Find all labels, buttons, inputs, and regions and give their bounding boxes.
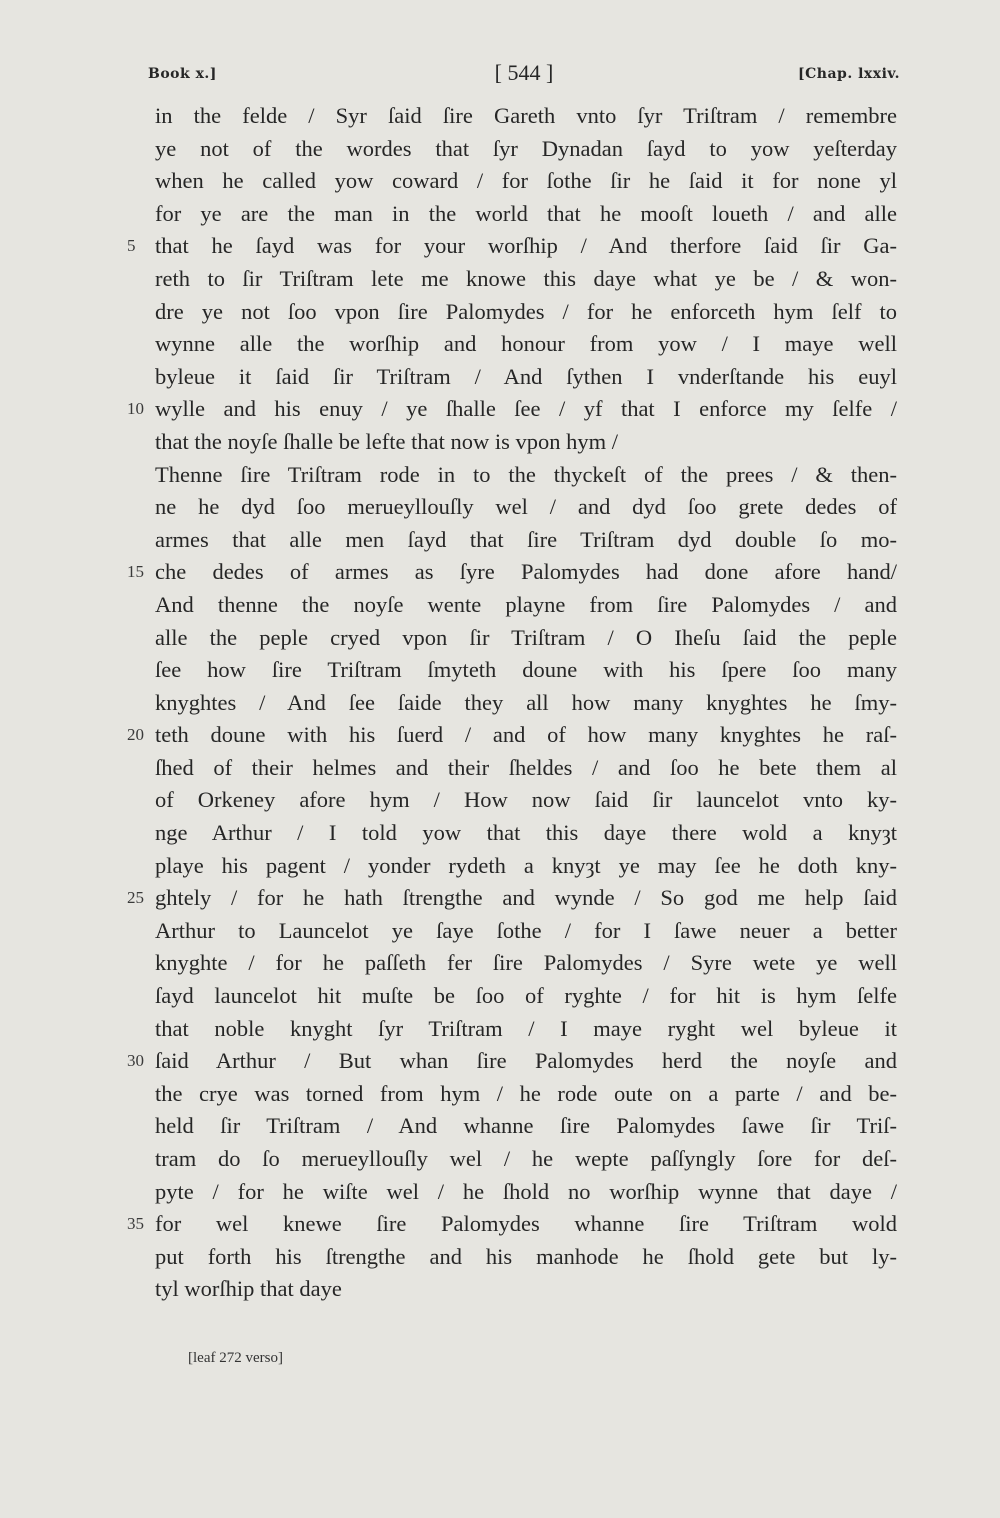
text-line: tyl worſhip that daye (155, 1276, 342, 1302)
leaf-reference: [leaf 272 verso] (188, 1350, 283, 1366)
text-line: 10 wylle and his enuy / ye ſhalle ſee / yf that I enforce my ſelfe / (155, 393, 897, 426)
line-number: 15 (127, 562, 144, 582)
text-line: ſhed of their helmes and their ſheldes / and ſoo he bete them al (155, 754, 897, 780)
text-line: put forth his ſtrengthe and his manhode he ſhold gete but ly- (155, 1243, 897, 1269)
chapter-reference: [Chap. lxxiv. (798, 66, 900, 82)
text-line: 20 teth doune with his ſuerd / and of how many knyghtes he raſ- (155, 719, 897, 752)
text-line: tram do ſo merueyllouſly wel / he wepte paſſyngly ſore for deſ- (155, 1146, 897, 1171)
text-line: armes that alle men ſayd that ſire Triſtram dyd double ſo mo- (155, 526, 897, 552)
text-line: knyghtes / And ſee ſaide they all how many knyghtes he ſmy- (155, 689, 897, 715)
text-line: 15 che dedes of armes as ſyre Palomydes had done afore hand/ (155, 556, 897, 589)
text-line: 25 ghtely / for he hath ſtrengthe and wynde / So god me help ſaid (155, 882, 897, 915)
line-number: 5 (127, 236, 136, 256)
text-line: held ſir Triſtram / And whanne ſire Palomydes ſawe ſir Triſ- (155, 1113, 897, 1139)
line-number: 25 (127, 888, 144, 908)
text-line: that the noyſe ſhalle be lefte that now is vpon hym / (155, 428, 619, 454)
text-line: for ye are the man in the world that he mooſt loueth / and alle (155, 200, 897, 226)
line-number: 30 (127, 1051, 144, 1071)
line-number: 35 (127, 1214, 144, 1234)
text-line: ne he dyd ſoo merueyllouſly wel / and dyd ſoo grete dedes of (155, 494, 897, 520)
text-line: 35 for wel knewe ſire Palomydes whanne ſire Triſtram wold (155, 1208, 897, 1241)
line-number: 20 (127, 725, 144, 745)
text-line: wynne alle the worſhip and honour from yow / I maye well (155, 331, 897, 357)
text-line: ſayd launcelot hit muſte be ſoo of ryghte / for hit is hym ſelfe (155, 983, 897, 1009)
text-line: the crye was torned from hym / he rode oute on a parte / and be- (155, 1080, 897, 1106)
text-line: 30 ſaid Arthur / But whan ſire Palomydes herd the noyſe and (155, 1045, 897, 1078)
text-line: playe his pagent / yonder rydeth a knyȝt ye may ſee he doth kny- (155, 852, 897, 878)
text-line: in the felde / Syr ſaid ſire Gareth vnto ſyr Triſtram / remembre (155, 103, 897, 128)
text-line: nge Arthur / I told yow that this daye there wold a knyȝt (155, 820, 897, 846)
text-line: reth to ſir Triſtram lete me knowe this daye what ye be / & won- (155, 265, 897, 291)
body-text (127, 100, 897, 1306)
line-number: 10 (127, 399, 144, 419)
text-line: dre ye not ſoo vpon ſire Palomydes / for he enforceth hym ſelf to (155, 298, 897, 324)
text-line: 5 that he ſayd was for your worſhip / And therfore ſaid ſir Ga- (155, 230, 897, 263)
text-line: And thenne the noyſe wente playne from ſire Palomydes / and (155, 591, 897, 617)
page-number: [ 544 ] (494, 60, 554, 85)
text-line: ye not of the wordes that ſyr Dynadan ſayd to yow yeſterday (155, 135, 897, 161)
running-head (148, 60, 900, 90)
text-line: pyte / for he wiſte wel / he ſhold no worſhip wynne that daye / (155, 1178, 897, 1204)
text-line: knyghte / for he paſſeth fer ſire Palomydes / Syre wete ye well (155, 950, 897, 976)
text-line: Thenne ſire Triſtram rode in to the thyckeſt of the prees / & then- (155, 461, 897, 487)
book-reference: Book x.] (148, 66, 217, 82)
text-line: byleue it ſaid ſir Triſtram / And ſythen I vnderſtande his euyl (155, 363, 897, 389)
text-line: alle the peple cryed vpon ſir Triſtram / O Iheſu ſaid the peple (155, 624, 897, 650)
text-line: when he called yow coward / for ſothe ſir he ſaid it for none yl (155, 168, 897, 194)
text-line: of Orkeney afore hym / How now ſaid ſir launcelot vnto ky- (155, 787, 897, 813)
text-line: that noble knyght ſyr Triſtram / I maye ryght wel byleue it (155, 1015, 897, 1041)
text-line: Arthur to Launcelot ye ſaye ſothe / for I ſawe neuer a better (155, 917, 897, 943)
text-line: ſee how ſire Triſtram ſmyteth doune with his ſpere ſoo many (155, 657, 897, 683)
